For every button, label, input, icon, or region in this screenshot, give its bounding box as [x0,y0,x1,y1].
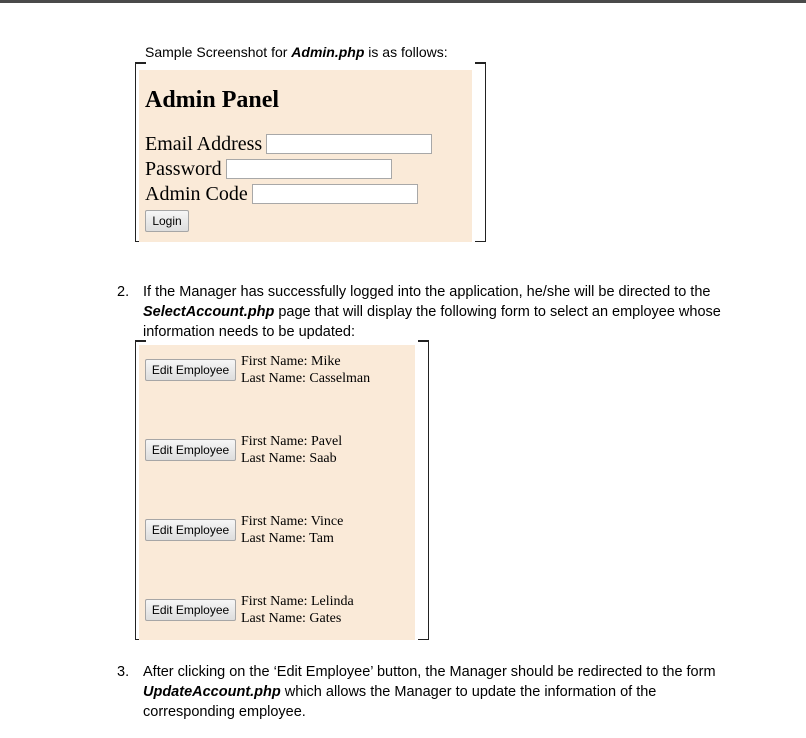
last-name: Last Name: Saab [241,451,337,466]
password-row [145,157,392,181]
admin-panel-title: Admin Panel [145,87,280,113]
step3-text1: After clicking on the ‘Edit Employee’ button, the Manager should be redirected to the form [143,664,716,680]
first-name: First Name: Lelinda [241,594,354,609]
first-name: First Name: Mike [241,354,341,369]
step2-paragraph [143,282,733,342]
employee-names [241,513,343,547]
admin-code-row [145,182,418,206]
step3-paragraph [143,662,733,722]
step2-filename: SelectAccount.php [143,304,275,320]
edit-employee-button[interactable]: Edit Employee [145,359,236,381]
employee-names [241,593,354,627]
first-name: First Name: Vince [241,514,344,529]
top-rule [0,0,806,3]
employee-names [241,433,342,467]
admin-code-label: Admin Code [145,183,248,205]
login-button[interactable]: Login [145,210,189,232]
admin-caption [145,43,448,61]
caption-prefix: Sample Screenshot for [145,44,292,60]
step3-filename: UpdateAccount.php [143,684,281,700]
first-name: First Name: Pavel [241,434,343,449]
password-label: Password [145,158,222,180]
email-row [145,132,432,156]
employee-names [241,353,370,387]
last-name: Last Name: Tam [241,531,334,546]
last-name: Last Name: Gates [241,611,342,626]
step2-text2: page that will display the following form to select an employee whose information needs to be updated: [143,304,721,340]
admin-code-input[interactable] [252,184,418,204]
caption-filename: Admin.php [291,44,365,60]
step2-text1: If the Manager has successfully logged into the application, he/she will be directed to the [143,284,711,300]
edit-employee-button[interactable]: Edit Employee [145,439,236,461]
edit-employee-button[interactable]: Edit Employee [145,519,236,541]
step3-number: 3. [117,664,130,680]
password-input[interactable] [226,159,392,179]
step2-number: 2. [117,284,130,300]
edit-employee-button[interactable]: Edit Employee [145,599,236,621]
step3-text2: which allows the Manager to update the information of the corresponding employee. [143,684,657,720]
caption-suffix: is as follows: [364,44,448,60]
email-label: Email Address [145,133,263,155]
email-input[interactable] [266,134,432,154]
last-name: Last Name: Casselman [241,371,371,386]
